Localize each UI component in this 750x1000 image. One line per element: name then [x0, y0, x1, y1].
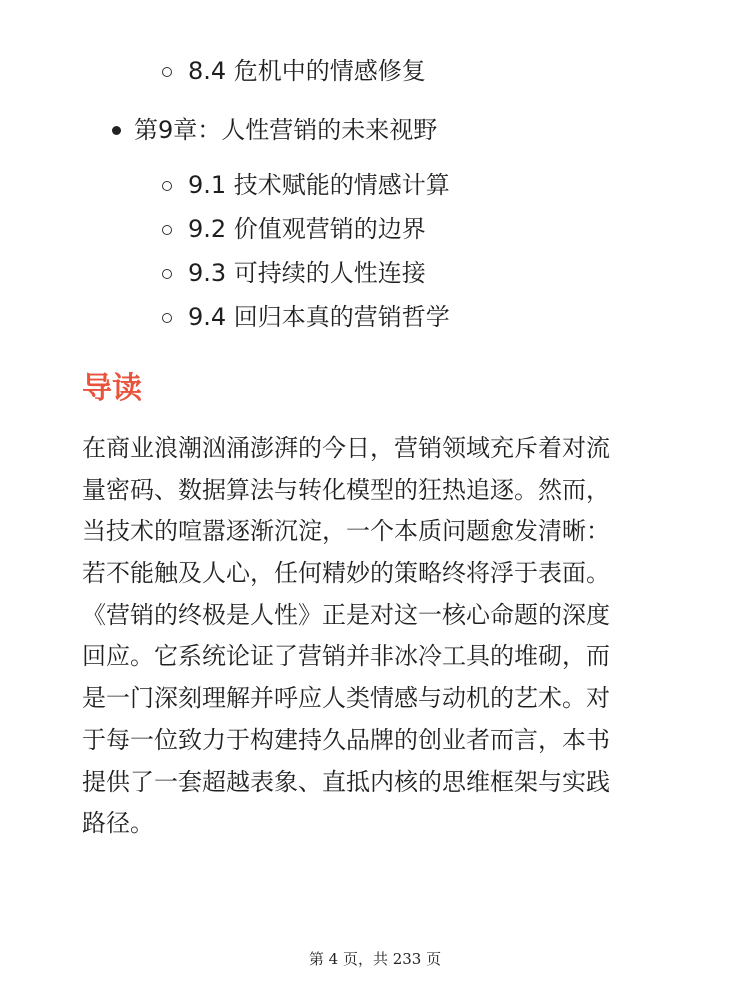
circle-bullet-icon [162, 67, 172, 77]
toc-item-label: 9.4 回归本真的营销哲学 [188, 303, 450, 331]
circle-bullet-icon [162, 225, 172, 235]
page-number-footer: 第 4 页，共 233 页 [308, 950, 442, 968]
circle-bullet-icon [162, 313, 172, 323]
disc-bullet-icon [112, 126, 121, 135]
circle-bullet-icon [162, 269, 172, 279]
paragraph-line: 于每一位致力于构建持久品牌的创业者而言，本书 [82, 725, 610, 754]
toc-item-label: 8.4 危机中的情感修复 [188, 57, 426, 85]
paragraph-line: 当技术的喧嚣逐渐沉淀，一个本质问题愈发清晰： [82, 517, 610, 546]
section-heading: 导读 [82, 371, 142, 406]
paragraph-line: 提供了一套超越表象、直抵内核的思维框架与实践 [82, 767, 610, 796]
toc-item-label: 9.3 可持续的人性连接 [188, 259, 426, 287]
circle-bullet-icon [162, 181, 172, 191]
toc-item-label: 9.2 价值观营销的边界 [188, 215, 426, 243]
paragraph-line: 在商业浪潮汹涌澎湃的今日，营销领域充斥着对流 [82, 434, 610, 462]
toc-item-label: 第9章：人性营销的未来视野 [134, 116, 438, 144]
paragraph-line: 若不能触及人心，任何精妙的策略终将浮于表面。 [82, 559, 610, 588]
paragraph-line: 回应。它系统论证了营销并非冰冷工具的堆砌，而 [82, 642, 610, 671]
paragraph-line: 量密码、数据算法与转化模型的狂热追逐。然而， [82, 475, 610, 504]
toc-item-label: 9.1 技术赋能的情感计算 [188, 171, 450, 199]
intro-paragraph [82, 428, 674, 845]
paragraph-line: 《营销的终极是人性》正是对这一核心命题的深度 [82, 600, 610, 629]
paragraph-line: 路径。 [82, 809, 154, 838]
paragraph-line: 是一门深刻理解并呼应人类情感与动机的艺术。对 [82, 684, 610, 713]
